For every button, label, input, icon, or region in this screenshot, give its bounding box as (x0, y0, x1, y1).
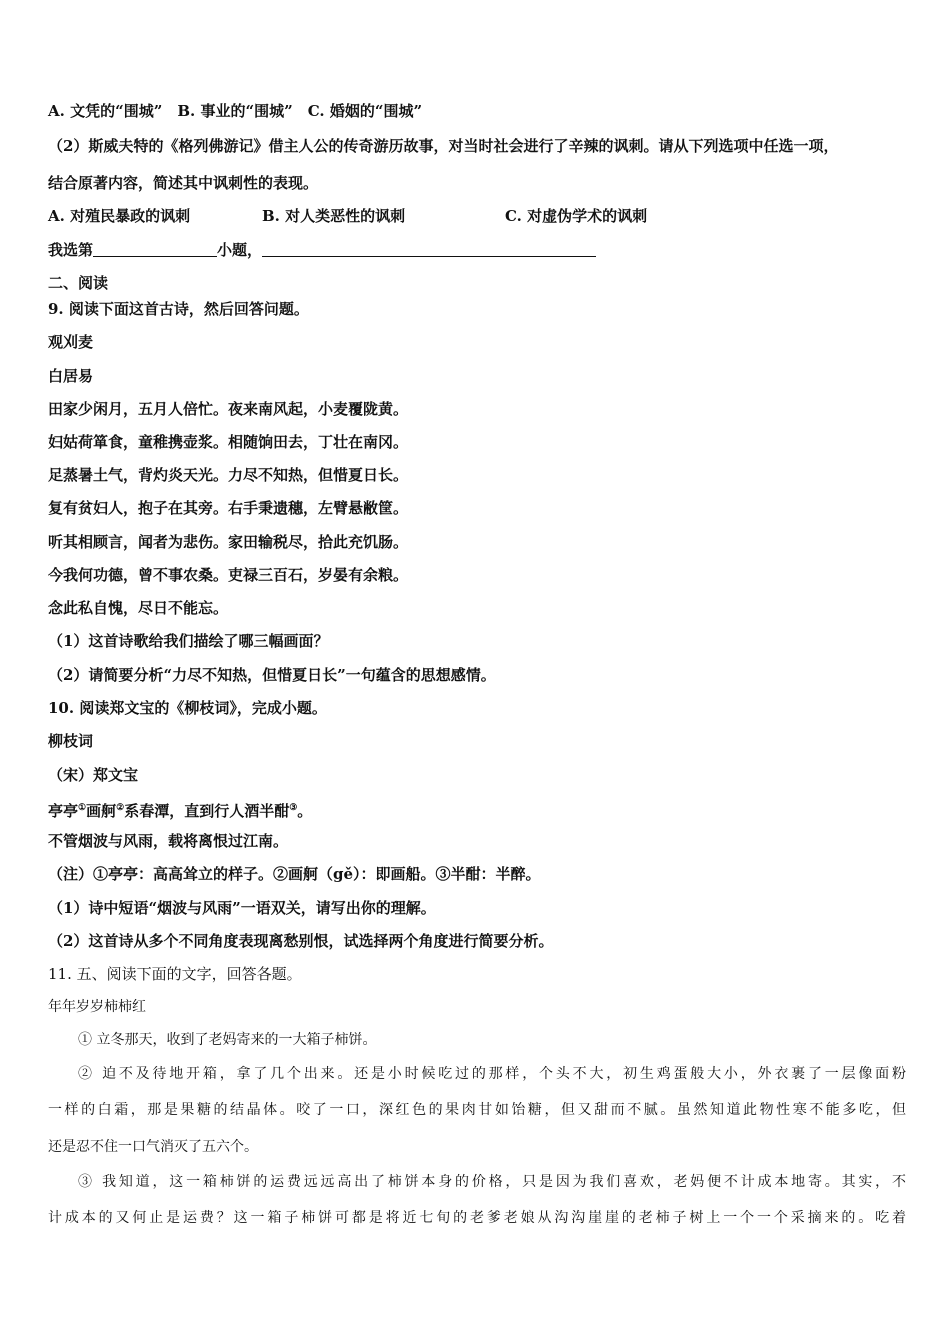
poem-line: 今我何功德，曾不事农桑。吏禄三百石，岁晏有余粮。 (48, 566, 409, 584)
poem-author: 白居易 (48, 367, 94, 385)
q8-options-line: A. 文凭的“围城” B. 事业的“围城” C. 婚姻的“围城” (48, 102, 423, 120)
q9-sub1: （1）这首诗歌给我们描绘了哪三幅画面？ (48, 632, 329, 650)
q8-answer-line (48, 240, 596, 260)
poem-line: 念此私自愧，尽日不能忘。 (48, 599, 229, 617)
q9-prompt: 9. 阅读下面这首古诗，然后回答问题。 (48, 300, 309, 318)
note-mark: ② (116, 803, 125, 813)
paragraph-2-line2: 一样的白霜，那是果糖的结晶体。咬了一口，深红色的果肉甘如饴糖，但又甜而不腻。虽然知道此物性寒不能多吃，但 (48, 1102, 906, 1118)
answer-prefix: 我选第 (48, 241, 94, 259)
q10-sub1: （1）诗中短语“烟波与风雨”一语双关，请写出你的理解。 (48, 899, 436, 917)
paragraph-3-line1: ③ 我知道，这一箱柿饼的运费远远高出了柿饼本身的价格，只是因为我们喜欢，老妈便不计成本地寄。其实，不 (78, 1174, 906, 1190)
q11-prompt: 11. 五、阅读下面的文字，回答各题。 (48, 965, 302, 983)
q8-sub2-line1: （2）斯威夫特的《格列佛游记》借主人公的传奇游历故事，对当时社会进行了辛辣的讽刺。请从下列选项中任选一项， (48, 137, 839, 155)
paragraph-1: ① 立冬那天，收到了老妈寄来的一大箱子柿饼。 (78, 1032, 377, 1048)
q9-sub2: （2）请简要分析“力尽不知热，但惜夏日长”一句蕴含的思想感情。 (48, 666, 496, 684)
ci-note: （注）①亭亭：高高耸立的样子。②画舸（gě）：即画船。③半酣：半醉。 (48, 865, 541, 883)
poem-title: 观刈麦 (48, 333, 94, 351)
note-mark: ① (78, 803, 87, 813)
paragraph-3-line2: 计成本的又何止是运费？这一箱子柿饼可都是将近七旬的老爹老娘从沟沟崖崖的老柿子树上一个一个采摘来的。吃着 (48, 1210, 906, 1226)
paragraph-2-line3: 还是忍不住一口气消灭了五六个。 (48, 1139, 258, 1155)
section-title: 二、阅读 (48, 274, 109, 292)
q8-sub2-line2: 结合原著内容，简述其中讽刺性的表现。 (48, 174, 319, 192)
article-title: 年年岁岁柿柿红 (48, 999, 146, 1015)
note-mark: ③ (289, 803, 298, 813)
ci-line1 (48, 798, 312, 821)
ci-line2: 不管烟波与风雨，载将离恨过江南。 (48, 832, 289, 850)
poem-line: 妇姑荷箪食，童稚携壶浆。相随饷田去，丁壮在南冈。 (48, 433, 409, 451)
q8-option-a: A. 对殖民暴政的讽刺 (48, 207, 191, 225)
answer-blank-number[interactable] (93, 240, 217, 257)
ci-text: 系春潭，直到行人酒半酣 (124, 802, 290, 820)
ci-text: 亭亭 (48, 802, 79, 820)
q8-option-c: C. 对虚伪学术的讽刺 (505, 207, 648, 225)
answer-mid: 小题， (217, 241, 263, 259)
answer-blank-content[interactable] (262, 240, 596, 257)
ci-text: 。 (297, 802, 313, 820)
ci-author: （宋）郑文宝 (48, 766, 139, 784)
poem-line: 复有贫妇人，抱子在其旁。右手秉遗穗，左臂悬敝筐。 (48, 499, 409, 517)
ci-title: 柳枝词 (48, 732, 94, 750)
ci-text: 画舸 (86, 802, 117, 820)
q8-option-b: B. 对人类恶性的讽刺 (262, 207, 406, 225)
poem-line: 听其相顾言，闻者为悲伤。家田输税尽，拾此充饥肠。 (48, 533, 409, 551)
poem-line: 足蒸暑土气，背灼炎天光。力尽不知热，但惜夏日长。 (48, 466, 409, 484)
paragraph-2-line1: ② 迫不及待地开箱，拿了几个出来。还是小时候吃过的那样，个头不大，初生鸡蛋般大小，外衣裹了一层像面粉 (78, 1066, 906, 1082)
q10-prompt: 10. 阅读郑文宝的《柳枝词》，完成小题。 (48, 699, 327, 717)
poem-line: 田家少闲月，五月人倍忙。夜来南风起，小麦覆陇黄。 (48, 400, 409, 418)
q10-sub2: （2）这首诗从多个不同角度表现离愁别恨，试选择两个角度进行简要分析。 (48, 932, 554, 950)
